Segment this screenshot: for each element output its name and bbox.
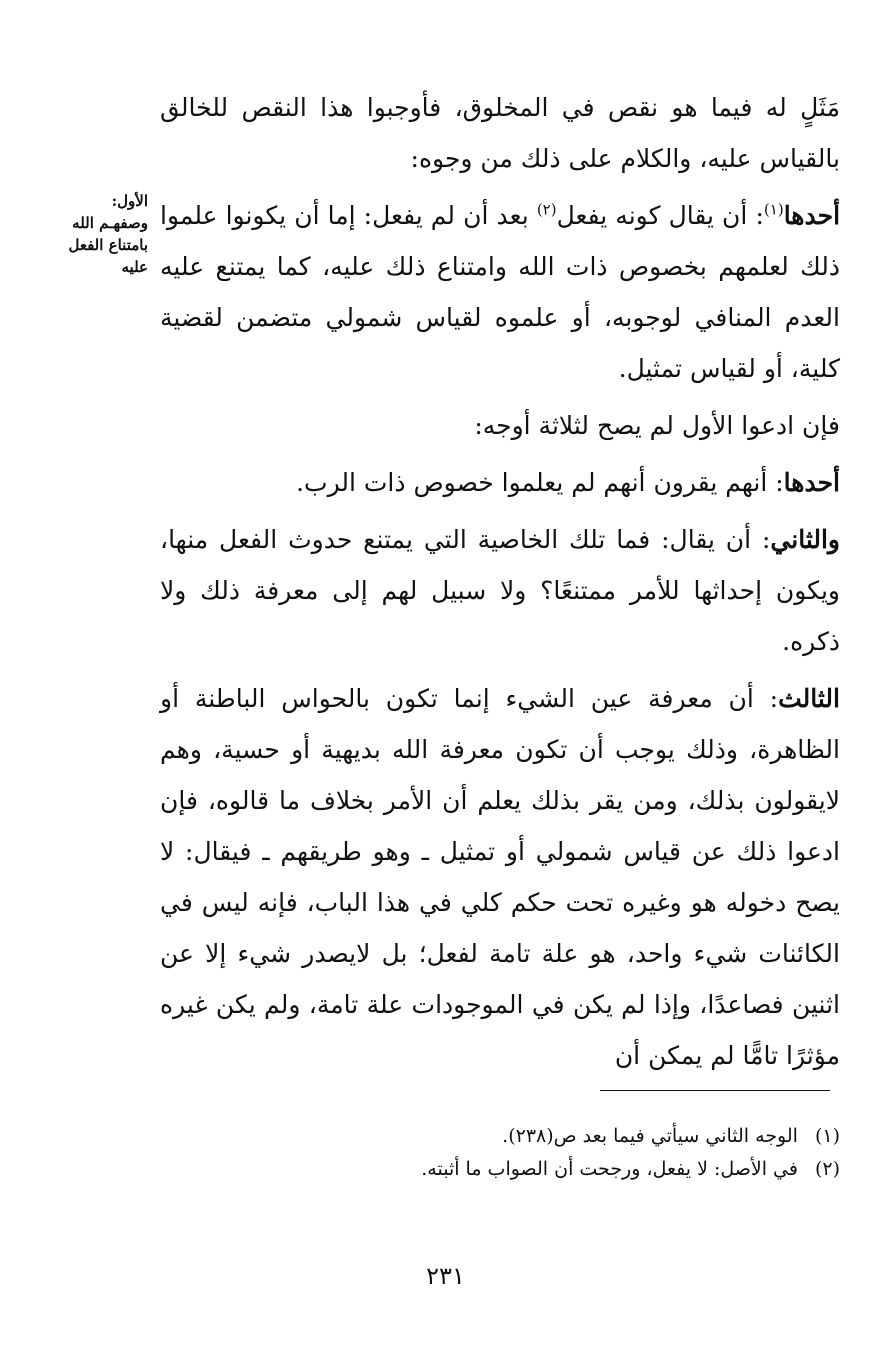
margin-note (20, 190, 148, 278)
paragraph (160, 457, 840, 508)
paragraph-lead: أحدها (783, 201, 841, 230)
margin-note-line: الأول: (111, 192, 148, 210)
footnote-item (160, 1153, 840, 1186)
paragraph-text: : أن معرفة عين الشيء إنما تكون بالحواس الباطنة أو الظاهرة، وذلك يوجب أن تكون معرفة الله بديهية أو حسية، وهم لايقولون بذلك، ومن يقر بذلك يعلم أن الأمر بخلاف ما قالوه، فإن ادعوا ذلك عن قياس شمولي أو تمثيل ـ وهو طريقهم ـ فيقال: لا يصح دخوله هو وغيره تحت حكم كلي في هذا الباب، فإنه ليس في الكائنات شيء واحد، هو علة تامة لفعل؛ بل لايصدر شيء إلا عن اثنين فصاعدًا، وإذا لم يكن في الموجودات علة تامة، ولم يكن غيره مؤثرًا تامًّا لم يمكن أن (160, 684, 840, 1070)
footnote-number: (١) (814, 1125, 840, 1147)
margin-note-line: عليه (121, 258, 148, 276)
paragraph (160, 400, 840, 451)
paragraph-lead: الثالث (778, 684, 840, 713)
paragraph-text: بعد أن لم يفعل: إما أن يكونوا علموا ذلك لعلمهم بخصوص ذات الله وامتناع ذلك عليه، كما يمتنع عليه العدم المنافي لوجوبه، أو علموه لقياس شمولي متضمن لقضية كلية، أو لقياس تمثيل. (160, 201, 840, 383)
footnote-marker[interactable]: (١) (763, 200, 784, 219)
footnote-item (160, 1120, 840, 1153)
paragraph-text: مَثَلٍ له فيما هو نقص في المخلوق، فأوجبوا هذا النقص للخالق بالقياس عليه، والكلام على ذلك من وجوه: (160, 93, 840, 173)
footnote-number: (٢) (814, 1158, 840, 1180)
main-text (160, 82, 840, 1081)
paragraph-lead: والثاني (770, 525, 840, 554)
margin-note-line: وصفهـم الله (72, 214, 148, 232)
paragraph (160, 514, 840, 667)
paragraph-lead: أحدها (783, 468, 840, 497)
footnote-marker[interactable]: (٢) (536, 200, 557, 219)
paragraph-text: فإن ادعوا الأول لم يصح لثلاثة أوجه: (474, 411, 840, 440)
margin-note-line: بامتناع الفعل (68, 236, 148, 254)
paragraph (160, 190, 840, 394)
paragraph-text: : أنهم يقرون أنهم لم يعلموا خصوص ذات الرب. (296, 468, 784, 497)
footnotes (160, 1120, 840, 1186)
paragraph (160, 673, 840, 1081)
paragraph-text: : أن يقال: فما تلك الخاصية التي يمتنع حدوث الفعل منها، ويكون إحداثها للأمر ممتنعًا؟ ولا سبيل لهم إلى معرفة ذلك ولا ذكره. (160, 525, 840, 656)
paragraph (160, 82, 840, 184)
page-number: ٢٣١ (426, 1262, 465, 1290)
footnote-divider (600, 1090, 830, 1091)
footnote-text: في الأصل: لا يفعل، ورجحت أن الصواب ما أثبته. (421, 1158, 798, 1180)
paragraph-text: : أن يقال كونه يفعل (556, 201, 764, 230)
footnote-text: الوجه الثاني سيأتي فيما بعد ص(٢٣٨). (502, 1125, 798, 1147)
